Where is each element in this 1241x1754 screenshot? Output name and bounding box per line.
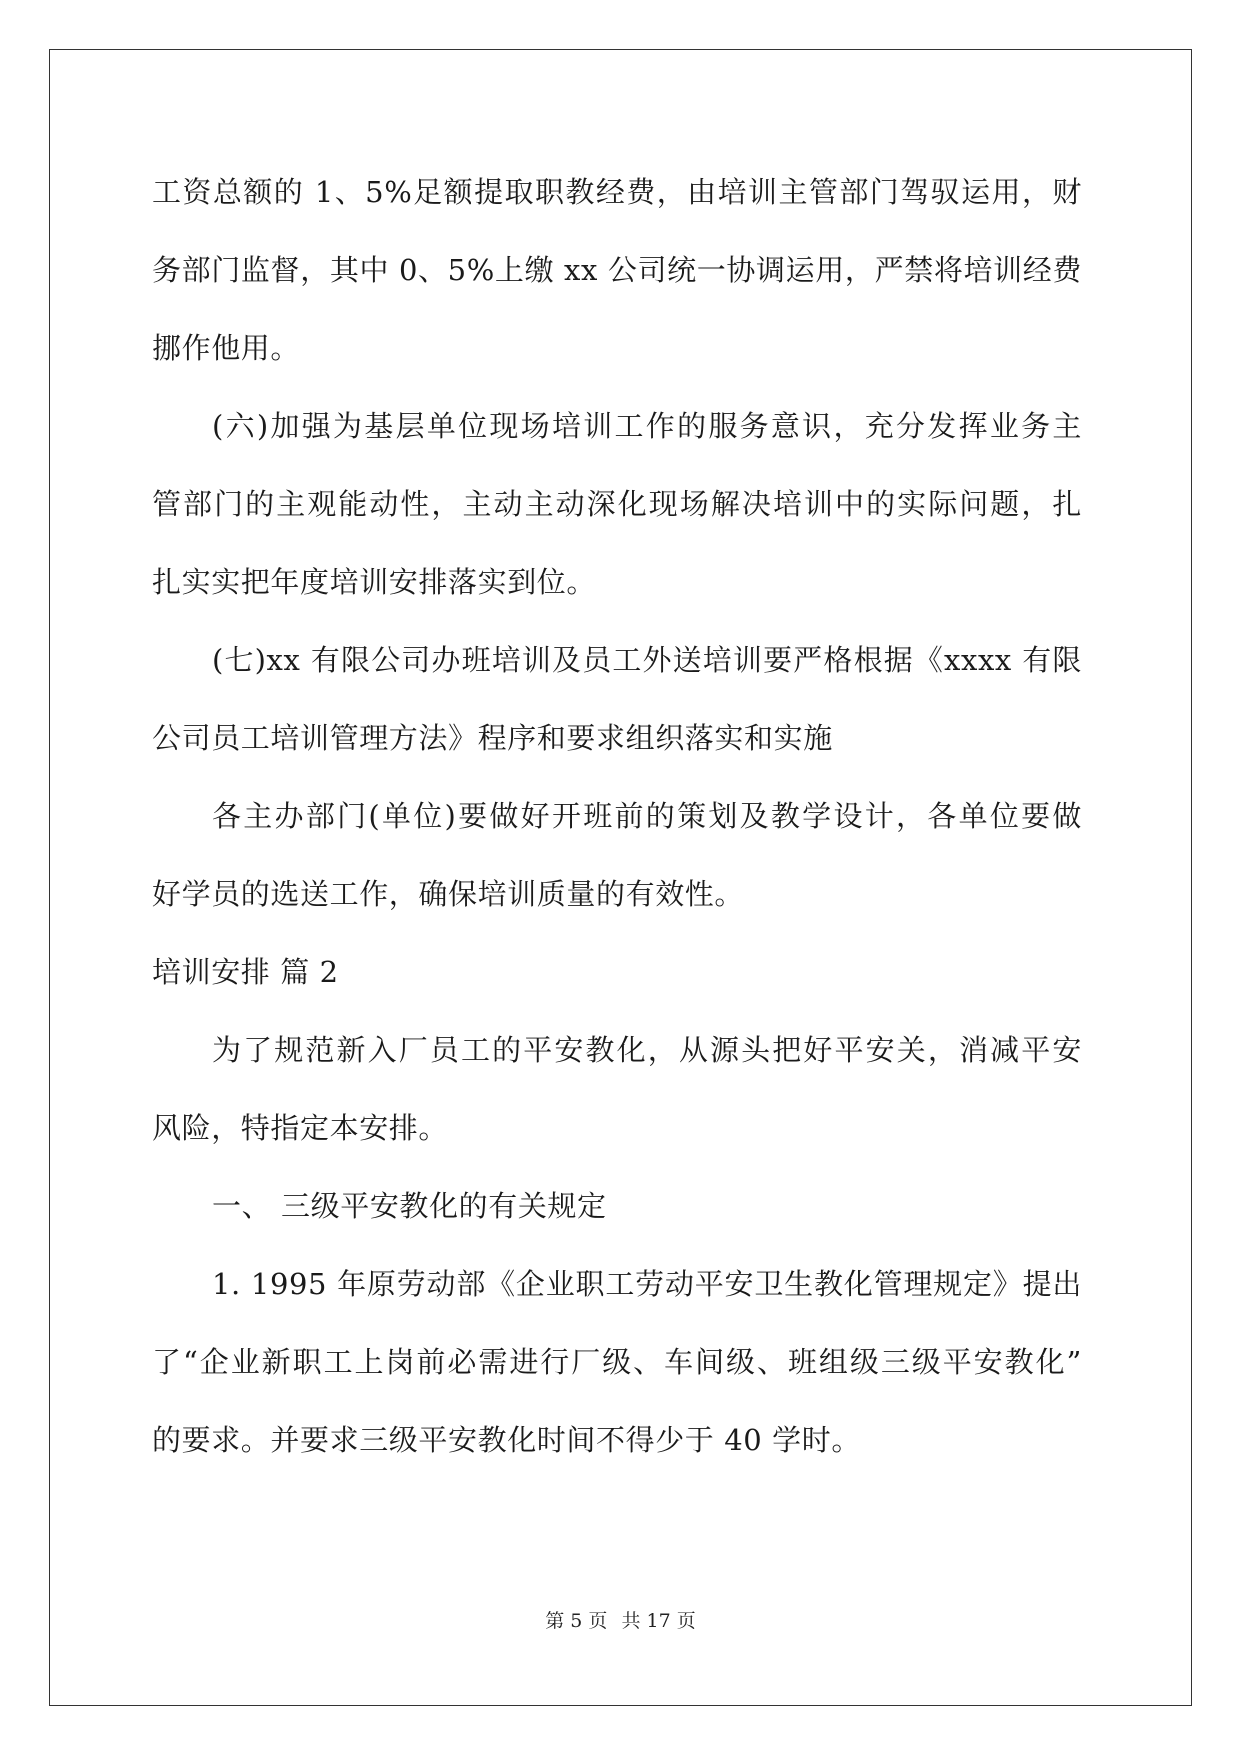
body-line-12: 为了规范新入厂员工的平安教化，从源头把好平安关，消减平安 xyxy=(212,1033,1082,1067)
subsection-heading: 一、 三级平安教化的有关规定 xyxy=(212,1189,607,1223)
page-number: 第 5 页 xyxy=(545,1610,608,1632)
body-line-6: 扎实实把年度培训安排落实到位。 xyxy=(152,565,597,599)
body-line-15: 1. 1995 年原劳动部《企业职工劳动平安卫生教化管理规定》提出 xyxy=(212,1267,1082,1301)
body-line-17: 的要求。并要求三级平安教化时间不得少于 40 学时。 xyxy=(152,1423,861,1457)
page-total: 共 17 页 xyxy=(621,1610,696,1632)
page-footer xyxy=(0,1609,1241,1633)
section-heading: 培训安排 篇 2 xyxy=(152,955,339,989)
body-line-5: 管部门的主观能动性，主动主动深化现场解决培训中的实际问题，扎 xyxy=(152,487,1082,521)
body-line-8: 公司员工培训管理方法》程序和要求组织落实和实施 xyxy=(152,721,833,755)
body-line-2: 务部门监督，其中 0、5%上缴 xx 公司统一协调运用，严禁将培训经费 xyxy=(152,253,1082,287)
body-line-4: (六)加强为基层单位现场培训工作的服务意识，充分发挥业务主 xyxy=(212,409,1082,443)
body-line-16: 了“企业新职工上岗前必需进行厂级、车间级、班组级三级平安教化” xyxy=(152,1345,1082,1379)
body-line-9: 各主办部门(单位)要做好开班前的策划及教学设计，各单位要做 xyxy=(212,799,1082,833)
body-line-7: (七)xx 有限公司办班培训及员工外送培训要严格根据《xxxx 有限 xyxy=(212,643,1082,677)
body-line-10: 好学员的选送工作，确保培训质量的有效性。 xyxy=(152,877,745,911)
body-line-3: 挪作他用。 xyxy=(152,331,301,365)
body-line-1: 工资总额的 1、5%足额提取职教经费，由培训主管部门驾驭运用，财 xyxy=(152,175,1082,209)
body-line-13: 风险，特指定本安排。 xyxy=(152,1111,449,1145)
